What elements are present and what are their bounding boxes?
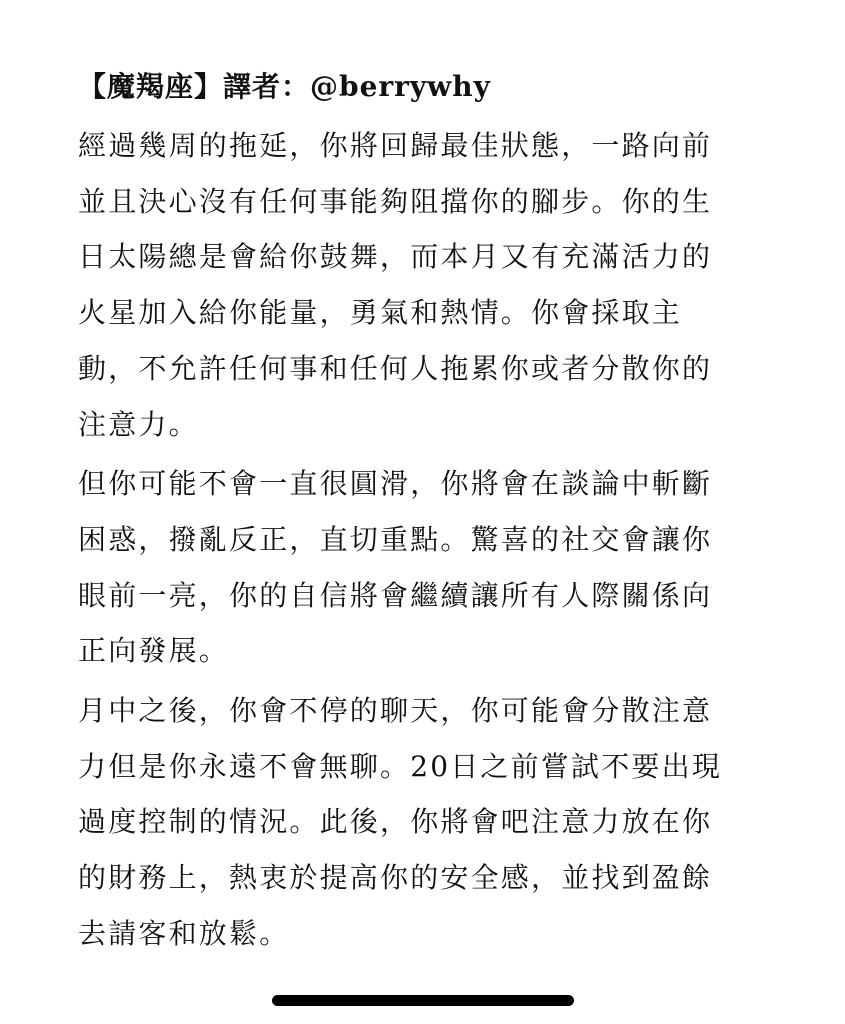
home-indicator-bar[interactable]: [272, 995, 574, 1006]
text-line: 日太陽總是會給你鼓舞，而本月又有充滿活力的: [78, 240, 713, 274]
text-line: 動，不允許任何事和任何人拖累你或者分散你的: [78, 351, 713, 385]
article-body: [78, 118, 768, 966]
text-line: 並且決心沒有任何事能夠阻擋你的腳步。你的生: [78, 184, 713, 218]
text-line: 眼前一亮，你的自信將會繼續讓所有人際關係向: [78, 578, 713, 612]
text-line: 力但是你永遠不會無聊。20日之前嘗試不要出現: [78, 749, 723, 783]
text-line: 正向發展。: [78, 634, 230, 668]
text-line: 但你可能不會一直很圓滑，你將會在談論中斬斷: [78, 467, 713, 501]
paragraph-2: [78, 456, 768, 679]
text-line: 困惑，撥亂反正，直切重點。驚喜的社交會讓你: [78, 522, 713, 556]
paragraph-1: [78, 118, 768, 452]
text-line: 過度控制的情況。此後，你將會吧注意力放在你: [78, 805, 713, 839]
text-line: 火星加入給你能量，勇氣和熱情。你會採取主: [78, 296, 683, 330]
paragraph-3: [78, 683, 768, 962]
text-line: 月中之後，你會不停的聊天，你可能會分散注意: [78, 694, 713, 728]
text-line: 經過幾周的拖延，你將回歸最佳狀態，一路向前: [78, 129, 713, 162]
text-line: 去請客和放鬆。: [78, 916, 290, 950]
text-line: 注意力。: [78, 407, 199, 441]
text-line: 的財務上，熱衷於提高你的安全感，並找到盈餘: [78, 861, 713, 895]
page-title: 【魔羯座】譯者：@berrywhy: [78, 70, 491, 103]
